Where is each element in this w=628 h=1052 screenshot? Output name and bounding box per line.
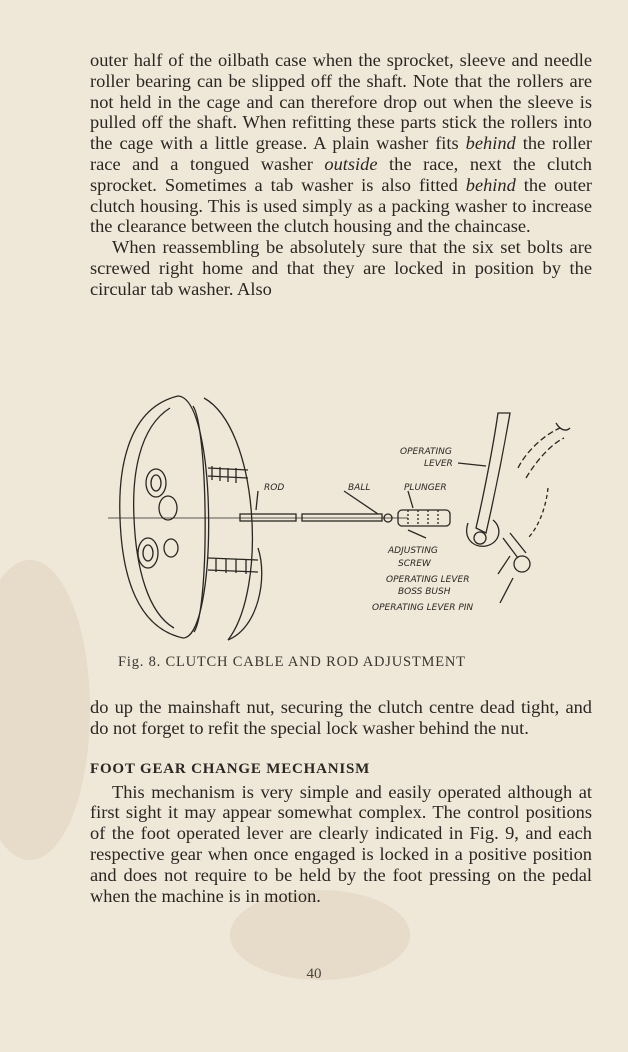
clutch-illustration — [108, 388, 578, 650]
label-rod: ROD — [264, 483, 285, 493]
spring-cup — [146, 469, 166, 497]
label-ball: BALL — [348, 483, 371, 493]
label-adjusting-screw-2: SCREW — [398, 559, 431, 569]
label-operating-lever-2: LEVER — [424, 459, 453, 469]
text-block-top — [90, 50, 592, 300]
section-heading: FOOT GEAR CHANGE MECHANISM — [90, 760, 371, 777]
page-number: 40 — [306, 966, 322, 982]
rod — [240, 514, 296, 521]
label-boss-bush-1: OPERATING LEVER — [386, 575, 470, 585]
label-adjusting-screw-1: ADJUSTING — [388, 546, 438, 556]
paragraph-2: When reassembling be absolutely sure that the six set bolts are screwed right home and that they are locked in position by the circular tab washer. Also — [90, 237, 592, 299]
figure-caption: Fig. 8. CLUTCH CABLE AND ROD ADJUSTMENT — [118, 654, 466, 670]
paragraph-4: This mechanism is very simple and easily operated although at first sight it may appear somewhat complex. The control positions of the foot operated lever are clearly indicated in Fig. 9, and each respective gear when once engaged is locked in a positive position and does not require to be held by the foot pressing on the pedal when the machine is in motion. — [90, 781, 592, 906]
label-lever-pin: OPERATING LEVER PIN — [372, 603, 474, 613]
operating-lever — [476, 413, 510, 533]
page-stain — [0, 560, 90, 860]
paragraph-1: outer half of the oilbath case when the sprocket, sleeve and needle roller bearing can be slipped off the shaft. Note that the rollers are not held in the cage and can therefore drop out when the sleeve is pulled off the shaft. When refitting these parts stick the rollers into the cage with a little grease. A plain washer fits behind the roller race and a tongued washer outside the race, next the clutch sprocket. Sometimes a tab washer is also fitted behind the outer clutch housing. This is used simply as a packing washer to increase the clearance between the clutch housing and the chaincase. — [90, 50, 592, 237]
label-operating-lever-1: OPERATING — [400, 447, 452, 457]
figure-clutch-diagram — [108, 388, 578, 650]
rod-2 — [302, 514, 382, 521]
label-boss-bush-2: BOSS BUSH — [398, 587, 451, 597]
text-block-bottom — [90, 697, 592, 906]
paragraph-3: do up the mainshaft nut, securing the clutch centre dead tight, and do not forget to refit the special lock washer behind the nut. — [90, 697, 592, 738]
label-plunger: PLUNGER — [404, 483, 447, 493]
lever-pin — [514, 556, 530, 572]
